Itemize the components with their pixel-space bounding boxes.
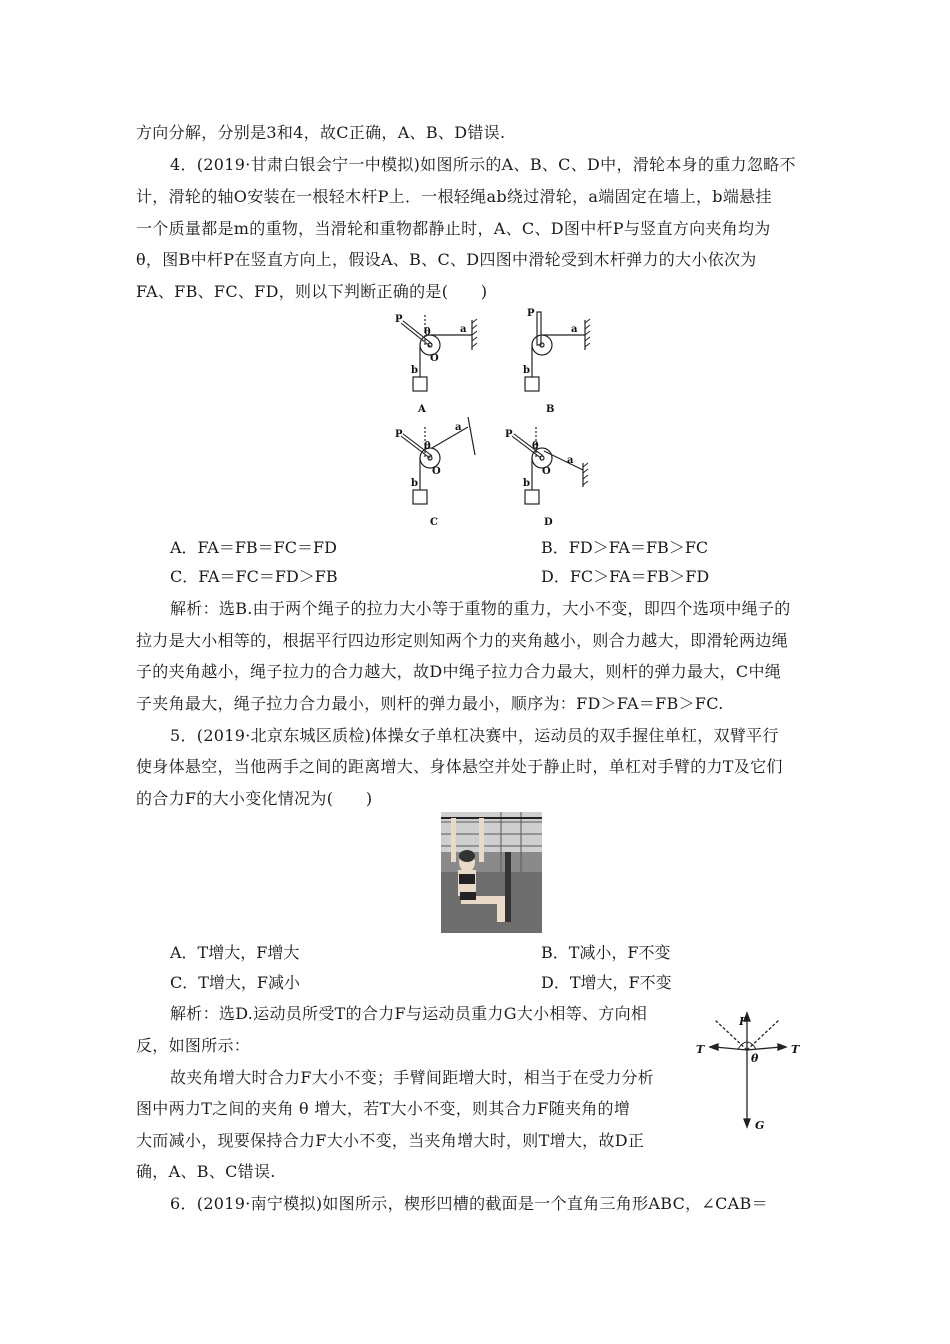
label-a: a — [567, 455, 574, 466]
q5-option-c: C．T增大，F减小 — [170, 973, 301, 992]
question-6-line: 6．(2019·南宁模拟)如图所示，楔形凹槽的截面是一个直角三角形ABC，∠CAB＝ — [170, 1194, 768, 1213]
label-b: b — [411, 478, 418, 489]
q5-option-a: A．T增大，F增大 — [170, 943, 300, 962]
label-t-right: T — [791, 1043, 800, 1056]
label-p: P — [505, 429, 513, 440]
question-5-line: 的合力F的大小变化情况为( ) — [136, 789, 373, 808]
caption-c: C — [430, 517, 438, 528]
q4-option-d: D．FC＞FA＝FB＞FD — [541, 567, 710, 586]
caption-b: B — [546, 404, 555, 415]
text-line: 方向分解，分别是3和4，故C正确，A、B、D错误. — [136, 123, 506, 142]
q5-analysis-line: 图中两力T之间的夹角 θ 增大，若T大小不变，则其合力F随夹角的增 — [136, 1099, 631, 1118]
label-b: b — [523, 478, 530, 489]
q4-option-c: C．FA＝FC＝FD＞FB — [170, 567, 338, 586]
q5-analysis-line: 反，如图所示： — [136, 1036, 251, 1055]
q4-analysis-line: 子夹角最大，绳子拉力合力最小，则杆的弹力最小，顺序为：FD＞FA＝FB＞FC. — [136, 694, 724, 713]
label-b: b — [523, 365, 530, 376]
q4-analysis-line: 子的夹角越小，绳子拉力的合力越大，故D中绳子拉力合力最大，则杆的弹力最大，C中绳 — [136, 662, 782, 681]
pulley-diagrams — [380, 305, 610, 530]
gymnast-photo — [441, 812, 542, 933]
label-theta: θ — [532, 441, 539, 452]
q4-option-a: A．FA＝FB＝FC＝FD — [170, 538, 337, 557]
question-4-line: 4．(2019·甘肃白银会宁一中模拟)如图所示的A、B、C、D中，滑轮本身的重力忽略不 — [170, 155, 796, 174]
question-4-line: 一个质量都是m的重物，当滑轮和重物都静止时，A、C、D图中杆P与竖直方向夹角均为 — [136, 219, 771, 238]
q4-option-b: B．FD＞FA＝FB＞FC — [541, 538, 709, 557]
label-a: a — [571, 324, 578, 335]
label-p: P — [395, 314, 403, 325]
label-theta: θ — [751, 1052, 759, 1065]
q5-analysis-line: 故夹角增大时合力F大小不变；手臂间距增大时，相当于在受力分析 — [170, 1068, 655, 1087]
label-g: G — [755, 1119, 765, 1132]
q5-option-b: B．T减小，F不变 — [541, 943, 671, 962]
question-4-line: θ，图B中杆P在竖直方向上，假设A、B、C、D四图中滑轮受到木杆弹力的大小依次为 — [136, 250, 757, 269]
caption-a: A — [418, 404, 426, 415]
label-t-left: T — [696, 1043, 705, 1056]
label-b: b — [411, 365, 418, 376]
q5-analysis-line: 解析：选D.运动员所受T的合力F与运动员重力G大小相等、方向相 — [170, 1004, 648, 1023]
label-f: F — [739, 1015, 747, 1028]
q5-analysis-line: 确，A、B、C错误. — [136, 1162, 276, 1181]
q4-analysis-line: 拉力是大小相等的，根据平行四边形定则知两个力的夹角越小，则合力越大，即滑轮两边绳 — [136, 631, 789, 650]
label-o: O — [430, 353, 439, 364]
label-p: P — [395, 429, 403, 440]
label-theta: θ — [424, 441, 431, 452]
label-a: a — [460, 324, 467, 335]
label-theta: θ — [424, 327, 431, 338]
label-o: O — [432, 466, 441, 477]
question-4-line: FA、FB、FC、FD，则以下判断正确的是( ) — [136, 282, 488, 301]
question-5-line: 5．(2019·北京东城区质检)体操女子单杠决赛中，运动员的双手握住单杠，双臂平行 — [170, 726, 779, 745]
label-a: a — [455, 422, 462, 433]
question-5-line: 使身体悬空，当他两手之间的距离增大、身体悬空并处于静止时，单杠对手臂的力T及它们 — [136, 757, 783, 776]
caption-d: D — [544, 517, 553, 528]
q5-analysis-line: 大而减小，现要保持合力F大小不变，当夹角增大时，则T增大，故D正 — [136, 1131, 645, 1150]
question-4-line: 计，滑轮的轴O安装在一根轻木杆P上．一根轻绳ab绕过滑轮，a端固定在墙上，b端悬挂 — [136, 187, 772, 206]
label-p: P — [527, 308, 535, 319]
q5-option-d: D．T增大，F不变 — [541, 973, 672, 992]
q4-analysis-line: 解析：选B.由于两个绳子的拉力大小等于重物的重力，大小不变，即四个选项中绳子的 — [170, 599, 791, 618]
force-diagram — [690, 1005, 815, 1135]
label-o: O — [542, 466, 551, 477]
